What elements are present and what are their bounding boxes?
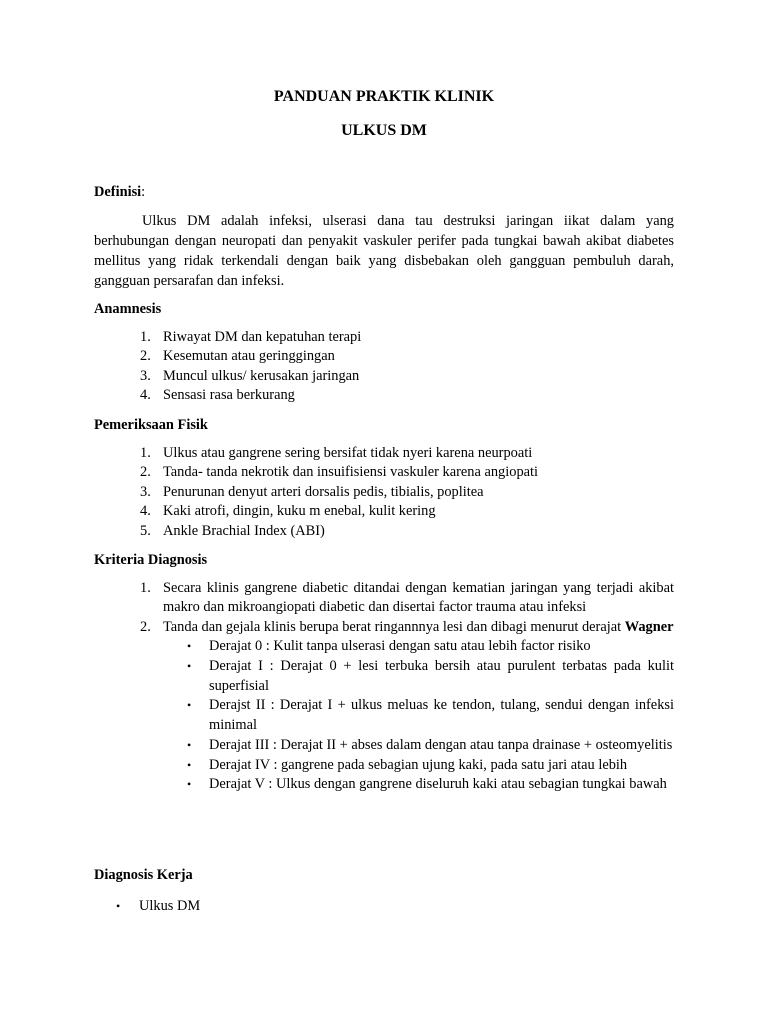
section-definisi — [94, 182, 674, 291]
list-text: Derajat 0 : Kulit tanpa ulserasi dengan satu atau lebih factor risiko — [209, 638, 591, 655]
heading-diagnosis-kerja: Diagnosis Kerja — [94, 867, 193, 883]
list-text: Sensasi rasa berkurang — [163, 387, 295, 404]
wagner-label: Wagner — [624, 618, 674, 635]
bullet-icon: • — [116, 899, 121, 913]
list-item — [94, 386, 674, 405]
list-text: Tanda- tanda nekrotik dan insuifisiensi vaskuler karena angiopati — [163, 464, 539, 481]
list-number: 4. — [140, 503, 151, 520]
document-subtitle: ULKUS DM — [341, 122, 427, 139]
definisi-paragraph: Ulkus DM adalah infeksi, ulserasi dana tau destruksi jaringan iikat dalam yang berhubungan dengan neuropati dan penyakit vaskuler perifer pada tungkai bawah akibat diabetes mellitus yang ridak terkendali dengan baik yang disbebakan oleh gangguan pembuluh darah, gangguan persarafan dan infeksi. — [94, 213, 674, 289]
list-item — [94, 579, 674, 618]
section-diagnosis-kerja — [94, 865, 674, 917]
list-text: Penurunan denyut arteri dorsalis pedis, tibialis, poplitea — [163, 483, 484, 500]
heading-definisi-label: Definisi — [94, 184, 142, 200]
list-item — [94, 897, 674, 917]
list-item — [94, 502, 674, 521]
section-anamnesis — [94, 299, 674, 406]
list-text: Kaki atrofi, dingin, kuku m enebal, kulit kering — [163, 503, 436, 520]
list-item — [94, 483, 674, 502]
list-item — [94, 696, 674, 735]
section-kriteria-diagnosis — [94, 550, 674, 795]
bullet-icon: • — [187, 659, 192, 673]
heading-pemeriksaan-fisik: Pemeriksaan Fisik — [94, 417, 208, 433]
heading-definisi — [94, 182, 674, 202]
list-item — [94, 463, 674, 482]
list-item — [94, 328, 674, 347]
list-item — [94, 657, 674, 696]
list-text: Riwayat DM dan kepatuhan terapi — [163, 329, 362, 345]
list-text: Derajat IV : gangrene pada sebagian ujung kaki, pada satu jari atau lebih — [209, 756, 628, 773]
list-number: 5. — [140, 522, 151, 539]
list-number: 3. — [140, 367, 151, 384]
bullet-icon: • — [187, 777, 192, 792]
list-text: Tanda dan gejala klinis berupa berat ringannnya lesi dan dibagi menurut derajat — [163, 618, 622, 635]
list-text: Ankle Brachial Index (ABI) — [163, 522, 325, 539]
heading-kriteria-diagnosis: Kriteria Diagnosis — [94, 552, 208, 568]
list-text: Muncul ulkus/ kerusakan jaringan — [163, 367, 360, 384]
list-text: Ulkus atau gangrene sering bersifat tidak nyeri karena neurpoati — [163, 445, 533, 461]
list-item — [94, 756, 674, 776]
list-item — [94, 775, 674, 795]
heading-definisi-colon: : — [141, 184, 146, 200]
list-item — [94, 367, 674, 386]
kriteria-list — [94, 579, 674, 637]
list-text: Derajat I : Derajat 0 + lesi terbuka bersih atau purulent terbatas pada kulit superfisial — [209, 658, 674, 694]
list-number: 2. — [140, 618, 151, 635]
derajat-list — [94, 637, 674, 795]
list-number: 1. — [140, 329, 151, 345]
pemeriksaan-list — [94, 444, 674, 541]
document-page — [94, 0, 674, 1024]
list-text: Derajat III : Derajat II + abses dalam dengan atau tanpa drainase + osteomyelitis — [209, 736, 673, 753]
document-title: PANDUAN PRAKTIK KLINIK — [273, 88, 495, 105]
list-item — [94, 347, 674, 366]
diagnosis-kerja-list — [94, 897, 674, 917]
list-text: Kesemutan atau geringgingan — [163, 348, 335, 365]
bullet-icon: • — [187, 737, 192, 752]
list-number: 4. — [140, 387, 151, 404]
list-text: Ulkus DM — [139, 898, 201, 914]
list-item — [94, 637, 674, 657]
heading-anamnesis: Anamnesis — [94, 301, 162, 317]
list-text: Derajst II : Derajat I + ulkus meluas ke tendon, tulang, sendui dengan infeksi minimal — [209, 697, 674, 733]
bullet-icon: • — [187, 639, 192, 654]
list-item — [94, 522, 674, 541]
list-number: 2. — [140, 348, 151, 365]
list-number: 2. — [140, 464, 151, 481]
list-item — [94, 736, 674, 756]
list-text: Derajat V : Ulkus dengan gangrene diseluruh kaki atau sebagian tungkai bawah — [209, 776, 667, 793]
list-number: 1. — [140, 445, 151, 461]
list-item — [94, 444, 674, 463]
list-item — [94, 618, 674, 637]
list-text: Secara klinis gangrene diabetic ditandai dengan kematian jaringan yang terjadi akibat makro dan mikroangiopati diabetic dan disertai factor trauma atau infeksi — [163, 580, 674, 616]
anamnesis-list — [94, 328, 674, 406]
bullet-icon: • — [187, 757, 192, 772]
list-number: 3. — [140, 483, 151, 500]
section-pemeriksaan-fisik — [94, 415, 674, 541]
bullet-icon: • — [187, 698, 192, 713]
list-number: 1. — [140, 580, 151, 596]
